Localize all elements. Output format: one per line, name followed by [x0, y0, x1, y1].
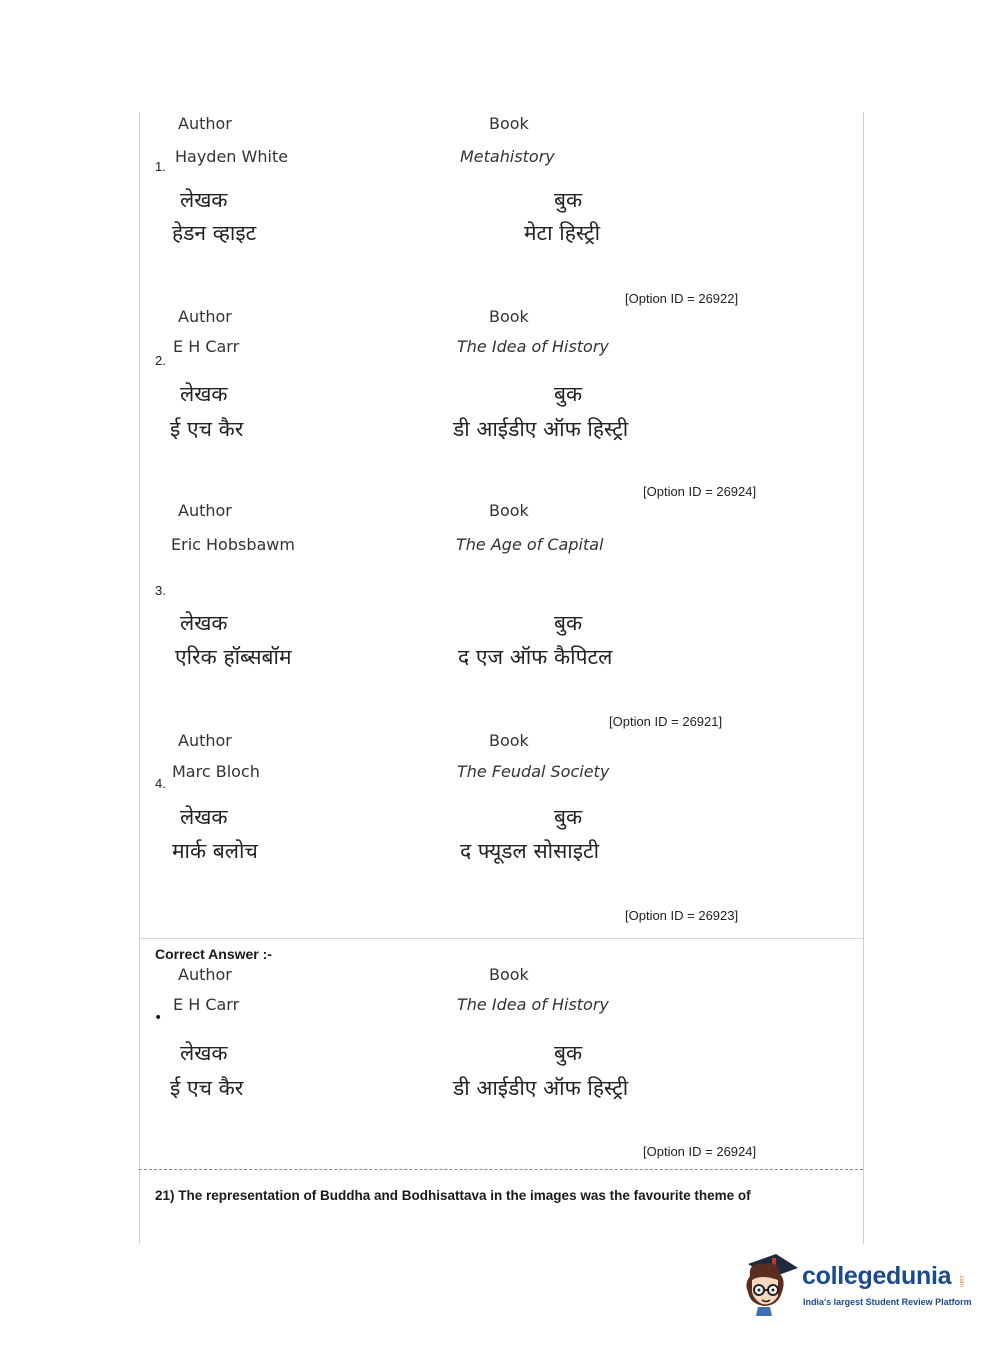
author-header-hindi: लेखक: [180, 188, 228, 212]
option-id: [Option ID = 26923]: [625, 908, 739, 923]
book-header-hindi: बुक: [554, 1041, 583, 1065]
author-header-hindi: लेखक: [180, 1041, 228, 1065]
book-header-hindi: बुक: [554, 611, 583, 635]
author-header: Author: [178, 307, 232, 326]
option-author-hindi: ई एच कैर: [170, 417, 244, 441]
author-header: Author: [178, 731, 232, 750]
author-header: Author: [178, 965, 232, 984]
option-number: 2.: [155, 353, 166, 368]
book-header: Book: [489, 501, 529, 520]
option-id: [Option ID = 26924]: [643, 1144, 757, 1159]
book-header-hindi: बुक: [554, 382, 583, 406]
option-book-hindi: डी आईडीए ऑफ हिस्ट्री: [453, 417, 629, 441]
divider: [139, 938, 863, 939]
author-header-hindi: लेखक: [180, 611, 228, 635]
option-author-hindi: मार्क बलोच: [172, 839, 258, 863]
mascot-icon: [742, 1250, 802, 1320]
option-number: 4.: [155, 776, 166, 791]
option-author: Marc Bloch: [172, 762, 260, 781]
option-id: [Option ID = 26922]: [625, 291, 739, 306]
option-author: Hayden White: [175, 147, 289, 166]
option-book-hindi: द फ्यूडल सोसाइटी: [460, 839, 600, 863]
option-book-hindi: द एज ऑफ कैपिटल: [458, 645, 613, 669]
option-author: E H Carr: [173, 337, 240, 356]
answer-author-hindi: ई एच कैर: [170, 1076, 244, 1100]
answer-author: E H Carr: [173, 995, 240, 1014]
option-id: [Option ID = 26924]: [643, 484, 757, 499]
answer-book-hindi: डी आईडीए ऑफ हिस्ट्री: [453, 1076, 629, 1100]
book-header: Book: [489, 307, 529, 326]
author-header: Author: [178, 501, 232, 520]
book-header: Book: [489, 114, 529, 133]
book-header: Book: [489, 731, 529, 750]
next-question-text: 21) The representation of Buddha and Bodhisattava in the images was the favourite theme of: [155, 1188, 751, 1203]
logo-tagline: India's largest Student Review Platform: [803, 1297, 972, 1307]
logo-suffix: .com: [958, 1274, 964, 1288]
answer-bullet: •: [154, 1010, 163, 1026]
author-header-hindi: लेखक: [180, 382, 228, 406]
option-book: The Idea of History: [457, 337, 609, 356]
option-number: 1.: [155, 159, 166, 174]
book-header-hindi: बुक: [554, 805, 583, 829]
option-author-hindi: एरिक हॉब्सबॉम: [175, 645, 292, 669]
option-book: Metahistory: [460, 147, 555, 166]
question-separator: [139, 1169, 863, 1170]
option-author: Eric Hobsbawm: [171, 535, 295, 554]
correct-answer-label: Correct Answer :-: [155, 946, 272, 962]
option-number: 3.: [155, 583, 166, 598]
option-id: [Option ID = 26921]: [609, 714, 723, 729]
option-book: The Age of Capital: [456, 535, 604, 554]
author-header: Author: [178, 114, 232, 133]
option-book: The Feudal Society: [457, 762, 610, 781]
book-header-hindi: बुक: [554, 188, 583, 212]
option-book-hindi: मेटा हिस्ट्री: [524, 221, 601, 245]
book-header: Book: [489, 965, 529, 984]
option-author-hindi: हेडन व्हाइट: [172, 221, 257, 245]
author-header-hindi: लेखक: [180, 805, 228, 829]
answer-book: The Idea of History: [457, 995, 609, 1014]
logo-wordmark: collegedunia: [802, 1262, 952, 1290]
